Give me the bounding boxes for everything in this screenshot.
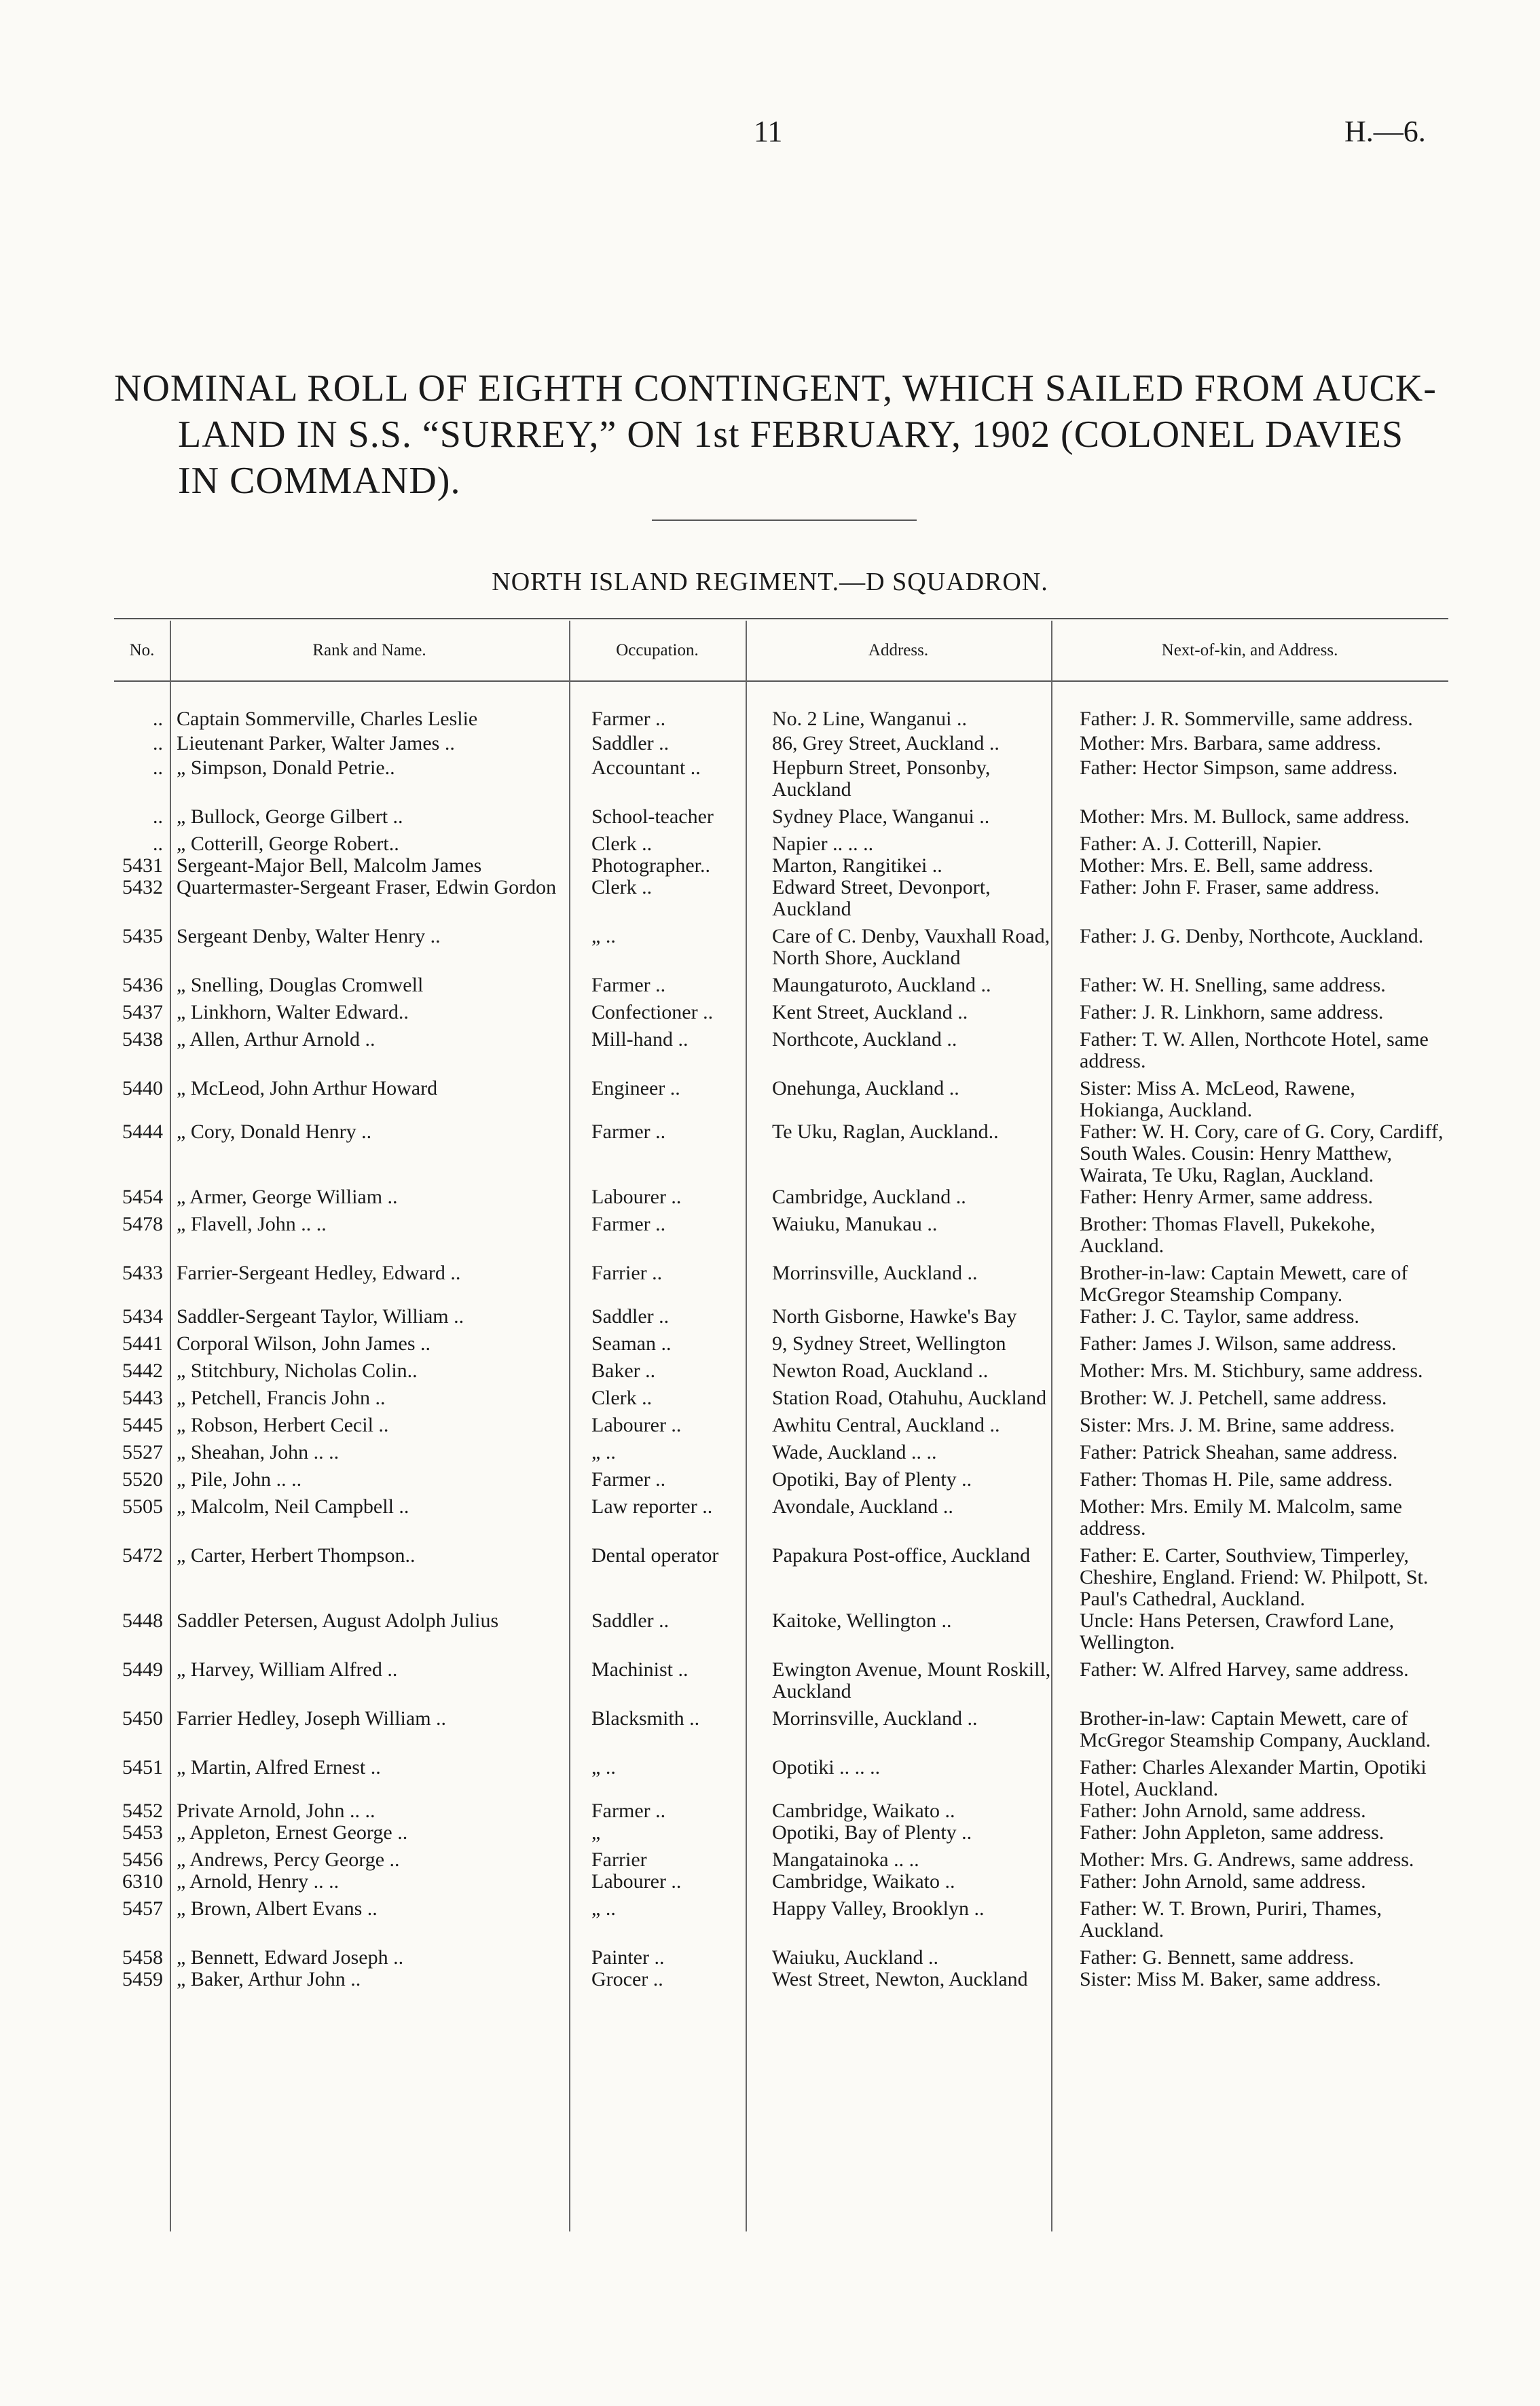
- cell-rank-and-name: „ Cotterill, George Robert..: [177, 833, 399, 855]
- cell-address: Marton, Rangitikei ..: [772, 854, 942, 877]
- title-line-2: LAND IN S.S. “SURREY,” ON 1st FEBRUARY, 1902 (COLONEL DAVIES: [178, 414, 1404, 456]
- cell-occupation: Clerk ..: [591, 833, 653, 855]
- cell-occupation: Seaman ..: [591, 1332, 672, 1355]
- cell-occupation: Dental operator: [591, 1544, 719, 1567]
- cell-number: 5432: [122, 876, 163, 898]
- cell-address: Kaitoke, Wellington ..: [772, 1609, 952, 1632]
- cell-number: 5505: [122, 1495, 163, 1518]
- cell-address: Mangatainoka .. ..: [772, 1848, 919, 1871]
- cell-next-of-kin: Father: J. C. Taylor, same address.: [1080, 1305, 1359, 1328]
- cell-occupation: „ ..: [591, 1756, 616, 1779]
- cell-occupation: Labourer ..: [591, 1870, 682, 1893]
- cell-rank-and-name: Farrier Hedley, Joseph William ..: [177, 1707, 447, 1730]
- cell-occupation: Machinist ..: [591, 1658, 689, 1681]
- table-row: [114, 833, 1448, 855]
- column-header-no: No.: [129, 641, 155, 659]
- table-top-rule: [114, 618, 1448, 619]
- cell-address: Hepburn Street, Ponsonby, Auckland: [772, 757, 991, 801]
- cell-occupation: Mill-hand ..: [591, 1028, 689, 1051]
- cell-next-of-kin: Father: John Arnold, same address.: [1080, 1870, 1366, 1893]
- cell-occupation: Labourer ..: [591, 1186, 682, 1208]
- cell-number: 5472: [122, 1544, 163, 1567]
- cell-occupation: Farrier: [591, 1848, 647, 1871]
- cell-rank-and-name: „ Linkhorn, Walter Edward..: [177, 1001, 409, 1023]
- cell-occupation: Clerk ..: [591, 876, 653, 898]
- cell-address: Station Road, Otahuhu, Auckland: [772, 1387, 1047, 1409]
- cell-address: Awhitu Central, Auckland ..: [772, 1414, 1000, 1436]
- cell-occupation: Farmer ..: [591, 1468, 666, 1491]
- cell-rank-and-name: „ Stitchbury, Nicholas Colin..: [177, 1360, 418, 1382]
- cell-number: 5520: [122, 1468, 163, 1491]
- cell-address: North Gisborne, Hawke's Bay: [772, 1305, 1017, 1328]
- cell-occupation: Accountant ..: [591, 757, 701, 779]
- table-row: [114, 1659, 1448, 1702]
- title-line-1: NOMINAL ROLL OF EIGHTH CONTINGENT, WHICH SAILED FROM AUCK-: [114, 367, 1437, 409]
- column-header-next-of-kin: Next-of-kin, and Address.: [1161, 641, 1338, 659]
- cell-address: Opotiki, Bay of Plenty ..: [772, 1468, 972, 1491]
- cell-number: ..: [153, 708, 163, 730]
- cell-address: Cambridge, Waikato ..: [772, 1870, 955, 1893]
- cell-occupation: Blacksmith ..: [591, 1707, 700, 1730]
- cell-occupation: Labourer ..: [591, 1414, 682, 1436]
- cell-address: Ewington Avenue, Mount Roskill, Auckland: [772, 1658, 1051, 1702]
- cell-next-of-kin: Father: G. Bennett, same address.: [1080, 1946, 1355, 1969]
- cell-number: 5457: [122, 1897, 163, 1920]
- table-row: [114, 757, 1448, 801]
- cell-rank-and-name: „ Baker, Arthur John ..: [177, 1968, 361, 1990]
- column-header-address: Address.: [868, 641, 929, 659]
- cell-occupation: Painter ..: [591, 1946, 665, 1969]
- cell-number: 5445: [122, 1414, 163, 1436]
- table-row: [114, 1800, 1448, 1822]
- table-header-rule: [114, 680, 1448, 682]
- cell-rank-and-name: „ Robson, Herbert Cecil ..: [177, 1414, 389, 1436]
- cell-number: 5438: [122, 1028, 163, 1051]
- cell-address: 9, Sydney Street, Wellington: [772, 1332, 1006, 1355]
- cell-occupation: „ ..: [591, 925, 616, 947]
- cell-rank-and-name: Quartermaster-Sergeant Fraser, Edwin Gordon: [177, 876, 557, 898]
- cell-address: Opotiki .. .. ..: [772, 1756, 881, 1779]
- cell-next-of-kin: Brother: Thomas Flavell, Pukekohe, Auckland.: [1080, 1213, 1376, 1257]
- cell-occupation: Saddler ..: [591, 732, 670, 754]
- cell-occupation: Photographer..: [591, 854, 710, 877]
- table-row: [114, 855, 1448, 877]
- cell-number: 5436: [122, 974, 163, 996]
- cell-rank-and-name: Saddler-Sergeant Taylor, William ..: [177, 1305, 464, 1328]
- cell-rank-and-name: „ Bennett, Edward Joseph ..: [177, 1946, 404, 1969]
- table-row: [114, 1306, 1448, 1328]
- table-row: [114, 926, 1448, 969]
- page-number: 11: [754, 115, 783, 148]
- table-row: [114, 733, 1448, 754]
- table-row: [114, 1262, 1448, 1306]
- cell-next-of-kin: Father: J. R. Linkhorn, same address.: [1080, 1001, 1384, 1023]
- cell-rank-and-name: Sergeant-Major Bell, Malcolm James: [177, 854, 482, 877]
- cell-rank-and-name: „ Petchell, Francis John ..: [177, 1387, 386, 1409]
- nominal-roll-table: [114, 708, 1448, 1990]
- cell-address: Morrinsville, Auckland ..: [772, 1707, 978, 1730]
- table-row: [114, 1849, 1448, 1871]
- cell-next-of-kin: Father: A. J. Cotterill, Napier.: [1080, 833, 1322, 855]
- cell-occupation: Saddler ..: [591, 1305, 670, 1328]
- cell-next-of-kin: Father: J. R. Sommerville, same address.: [1080, 708, 1413, 730]
- cell-number: 5435: [122, 925, 163, 947]
- cell-rank-and-name: „ Flavell, John .. ..: [177, 1213, 327, 1235]
- cell-next-of-kin: Father: W. H. Cory, care of G. Cory, Cardiff, South Wales. Cousin: Henry Matthew, Wairata, Te Uku, Raglan, Auckland.: [1080, 1120, 1444, 1186]
- cell-next-of-kin: Father: J. G. Denby, Northcote, Auckland.: [1080, 925, 1424, 947]
- table-row: [114, 1186, 1448, 1208]
- section-subtitle: NORTH ISLAND REGIMENT.—D SQUADRON.: [492, 568, 1048, 596]
- cell-address: Onehunga, Auckland ..: [772, 1077, 959, 1099]
- cell-next-of-kin: Mother: Mrs. Emily M. Malcolm, same address.: [1080, 1495, 1402, 1539]
- cell-number: 6310: [122, 1870, 163, 1893]
- table-row: [114, 1360, 1448, 1382]
- cell-number: 5459: [122, 1968, 163, 1990]
- cell-address: Sydney Place, Wanganui ..: [772, 805, 990, 828]
- cell-rank-and-name: „ Cory, Donald Henry ..: [177, 1120, 372, 1143]
- table-row: [114, 708, 1448, 730]
- cell-next-of-kin: Mother: Mrs. G. Andrews, same address.: [1080, 1848, 1414, 1871]
- table-row: [114, 1333, 1448, 1355]
- cell-next-of-kin: Mother: Mrs. Barbara, same address.: [1080, 732, 1382, 754]
- cell-rank-and-name: Private Arnold, John .. ..: [177, 1800, 375, 1822]
- cell-address: Opotiki, Bay of Plenty ..: [772, 1821, 972, 1844]
- document-title: [114, 365, 1448, 504]
- cell-rank-and-name: „ Allen, Arthur Arnold ..: [177, 1028, 375, 1051]
- table-row: [114, 806, 1448, 828]
- table-row: [114, 1121, 1448, 1186]
- report-reference: H.—6.: [1344, 115, 1426, 148]
- cell-number: 5449: [122, 1658, 163, 1681]
- cell-next-of-kin: Father: John F. Fraser, same address.: [1080, 876, 1380, 898]
- cell-rank-and-name: Corporal Wilson, John James ..: [177, 1332, 431, 1355]
- cell-next-of-kin: Sister: Miss M. Baker, same address.: [1080, 1968, 1381, 1990]
- cell-address: Happy Valley, Brooklyn ..: [772, 1897, 985, 1920]
- cell-occupation: Law reporter ..: [591, 1495, 713, 1518]
- table-row: [114, 1757, 1448, 1800]
- cell-rank-and-name: „ Armer, George William ..: [177, 1186, 398, 1208]
- cell-occupation: Confectioner ..: [591, 1001, 714, 1023]
- cell-number: 5454: [122, 1186, 163, 1208]
- cell-address: Care of C. Denby, Vauxhall Road, North Shore, Auckland: [772, 925, 1050, 969]
- cell-occupation: Farmer ..: [591, 1213, 666, 1235]
- cell-number: 5444: [122, 1120, 163, 1143]
- cell-next-of-kin: Mother: Mrs. M. Stichbury, same address.: [1080, 1360, 1423, 1382]
- table-row: [114, 1947, 1448, 1969]
- table-row: [114, 1214, 1448, 1257]
- cell-next-of-kin: Father: John Appleton, same address.: [1080, 1821, 1385, 1844]
- table-row: [114, 1969, 1448, 1990]
- cell-number: ..: [153, 805, 163, 828]
- cell-rank-and-name: Saddler Petersen, August Adolph Julius: [177, 1609, 499, 1632]
- cell-number: 5458: [122, 1946, 163, 1969]
- cell-occupation: Clerk ..: [591, 1387, 653, 1409]
- table-row: [114, 1078, 1448, 1121]
- cell-occupation: Saddler ..: [591, 1609, 670, 1632]
- table-row: [114, 1898, 1448, 1942]
- cell-next-of-kin: Father: W. Alfred Harvey, same address.: [1080, 1658, 1409, 1681]
- table-row: [114, 1387, 1448, 1409]
- cell-number: 5456: [122, 1848, 163, 1871]
- cell-next-of-kin: Father: John Arnold, same address.: [1080, 1800, 1366, 1822]
- cell-address: Cambridge, Auckland ..: [772, 1186, 966, 1208]
- table-row: [114, 1708, 1448, 1751]
- cell-rank-and-name: „ Arnold, Henry .. ..: [177, 1870, 340, 1893]
- cell-next-of-kin: Sister: Mrs. J. M. Brine, same address.: [1080, 1414, 1395, 1436]
- cell-address: Papakura Post-office, Auckland: [772, 1544, 1031, 1567]
- cell-rank-and-name: „ Carter, Herbert Thompson..: [177, 1544, 416, 1567]
- cell-address: Newton Road, Auckland ..: [772, 1360, 989, 1382]
- cell-occupation: Farmer ..: [591, 974, 666, 996]
- cell-occupation: „ ..: [591, 1897, 616, 1920]
- title-line-3: IN COMMAND).: [178, 460, 461, 502]
- cell-rank-and-name: „ Bullock, George Gilbert ..: [177, 805, 403, 828]
- column-header-occupation: Occupation.: [616, 641, 699, 659]
- cell-next-of-kin: Brother-in-law: Captain Mewett, care of McGregor Steamship Company, Auckland.: [1080, 1707, 1431, 1751]
- cell-next-of-kin: Uncle: Hans Petersen, Crawford Lane, Wellington.: [1080, 1609, 1395, 1654]
- cell-occupation: School-teacher: [591, 805, 714, 828]
- cell-number: 5453: [122, 1821, 163, 1844]
- cell-number: 5448: [122, 1609, 163, 1632]
- title-divider: [652, 520, 917, 521]
- cell-next-of-kin: Mother: Mrs. M. Bullock, same address.: [1080, 805, 1410, 828]
- cell-occupation: Farrier ..: [591, 1262, 663, 1284]
- cell-next-of-kin: Father: Henry Armer, same address.: [1080, 1186, 1373, 1208]
- cell-next-of-kin: Father: James J. Wilson, same address.: [1080, 1332, 1397, 1355]
- cell-rank-and-name: „ Simpson, Donald Petrie..: [177, 757, 395, 779]
- cell-address: No. 2 Line, Wanganui ..: [772, 708, 967, 730]
- cell-next-of-kin: Brother-in-law: Captain Mewett, care of McGregor Steamship Company.: [1080, 1262, 1408, 1306]
- cell-number: 5433: [122, 1262, 163, 1284]
- cell-rank-and-name: „ Brown, Albert Evans ..: [177, 1897, 378, 1920]
- cell-occupation: Farmer ..: [591, 1120, 666, 1143]
- table-row: [114, 1496, 1448, 1539]
- table-row: [114, 1415, 1448, 1436]
- cell-number: ..: [153, 732, 163, 754]
- table-row: [114, 974, 1448, 996]
- column-header-name: Rank and Name.: [312, 641, 426, 659]
- cell-number: 5441: [122, 1332, 163, 1355]
- table-row: [114, 1871, 1448, 1893]
- table-row: [114, 1545, 1448, 1610]
- cell-rank-and-name: „ Malcolm, Neil Campbell ..: [177, 1495, 409, 1518]
- cell-number: 5434: [122, 1305, 163, 1328]
- table-row: [114, 1822, 1448, 1844]
- cell-next-of-kin: Father: T. W. Allen, Northcote Hotel, same address.: [1080, 1028, 1429, 1072]
- cell-next-of-kin: Sister: Miss A. McLeod, Rawene, Hokianga, Auckland.: [1080, 1077, 1355, 1121]
- cell-next-of-kin: Father: W. T. Brown, Puriri, Thames, Auckland.: [1080, 1897, 1382, 1942]
- cell-number: 5451: [122, 1756, 163, 1779]
- cell-rank-and-name: Farrier-Sergeant Hedley, Edward ..: [177, 1262, 461, 1284]
- cell-address: West Street, Newton, Auckland: [772, 1968, 1028, 1990]
- cell-number: 5452: [122, 1800, 163, 1822]
- cell-address: Northcote, Auckland ..: [772, 1028, 957, 1051]
- cell-rank-and-name: „ Pile, John .. ..: [177, 1468, 302, 1491]
- cell-next-of-kin: Father: Charles Alexander Martin, Opotiki Hotel, Auckland.: [1080, 1756, 1427, 1800]
- cell-address: Waiuku, Auckland ..: [772, 1946, 939, 1969]
- cell-address: Napier .. .. ..: [772, 833, 874, 855]
- cell-occupation: Farmer ..: [591, 708, 666, 730]
- cell-next-of-kin: Mother: Mrs. E. Bell, same address.: [1080, 854, 1374, 877]
- cell-number: 5431: [122, 854, 163, 877]
- cell-number: 5443: [122, 1387, 163, 1409]
- cell-number: 5478: [122, 1213, 163, 1235]
- cell-address: Te Uku, Raglan, Auckland..: [772, 1120, 999, 1143]
- table-row: [114, 1610, 1448, 1654]
- cell-occupation: „: [591, 1821, 601, 1844]
- cell-occupation: Farmer ..: [591, 1800, 666, 1822]
- cell-number: 5527: [122, 1441, 163, 1463]
- cell-next-of-kin: Brother: W. J. Petchell, same address.: [1080, 1387, 1387, 1409]
- cell-address: 86, Grey Street, Auckland ..: [772, 732, 1000, 754]
- cell-address: Cambridge, Waikato ..: [772, 1800, 955, 1822]
- cell-rank-and-name: „ Martin, Alfred Ernest ..: [177, 1756, 381, 1779]
- cell-rank-and-name: „ Sheahan, John .. ..: [177, 1441, 340, 1463]
- cell-occupation: Baker ..: [591, 1360, 656, 1382]
- table-row: [114, 1002, 1448, 1023]
- cell-number: 5440: [122, 1077, 163, 1099]
- cell-occupation: „ ..: [591, 1441, 616, 1463]
- cell-rank-and-name: Lieutenant Parker, Walter James ..: [177, 732, 455, 754]
- cell-next-of-kin: Father: W. H. Snelling, same address.: [1080, 974, 1386, 996]
- table-row: [114, 877, 1448, 920]
- cell-number: ..: [153, 757, 163, 779]
- cell-rank-and-name: „ Andrews, Percy George ..: [177, 1848, 400, 1871]
- cell-rank-and-name: „ Snelling, Douglas Cromwell: [177, 974, 424, 996]
- cell-number: 5442: [122, 1360, 163, 1382]
- cell-address: Morrinsville, Auckland ..: [772, 1262, 978, 1284]
- cell-address: Maungaturoto, Auckland ..: [772, 974, 991, 996]
- cell-rank-and-name: Captain Sommerville, Charles Leslie: [177, 708, 478, 730]
- cell-address: Wade, Auckland .. ..: [772, 1441, 937, 1463]
- cell-occupation: Grocer ..: [591, 1968, 663, 1990]
- table-row: [114, 1469, 1448, 1491]
- cell-address: Edward Street, Devonport, Auckland: [772, 876, 991, 920]
- cell-address: Avondale, Auckland ..: [772, 1495, 953, 1518]
- cell-address: Kent Street, Auckland ..: [772, 1001, 968, 1023]
- cell-number: ..: [153, 833, 163, 855]
- cell-next-of-kin: Father: E. Carter, Southview, Timperley, Cheshire, England. Friend: W. Philpott, St. Paul's Cathedral, Auckland.: [1080, 1544, 1429, 1610]
- table-row: [114, 1442, 1448, 1463]
- cell-occupation: Engineer ..: [591, 1077, 680, 1099]
- cell-next-of-kin: Father: Patrick Sheahan, same address.: [1080, 1441, 1398, 1463]
- cell-rank-and-name: Sergeant Denby, Walter Henry ..: [177, 925, 441, 947]
- cell-number: 5437: [122, 1001, 163, 1023]
- cell-rank-and-name: „ Harvey, William Alfred ..: [177, 1658, 398, 1681]
- table-row: [114, 1029, 1448, 1072]
- cell-number: 5450: [122, 1707, 163, 1730]
- cell-address: Waiuku, Manukau ..: [772, 1213, 938, 1235]
- cell-rank-and-name: „ Appleton, Ernest George ..: [177, 1821, 408, 1844]
- cell-rank-and-name: „ McLeod, John Arthur Howard: [177, 1077, 438, 1099]
- cell-next-of-kin: Father: Thomas H. Pile, same address.: [1080, 1468, 1393, 1491]
- cell-next-of-kin: Father: Hector Simpson, same address.: [1080, 757, 1398, 779]
